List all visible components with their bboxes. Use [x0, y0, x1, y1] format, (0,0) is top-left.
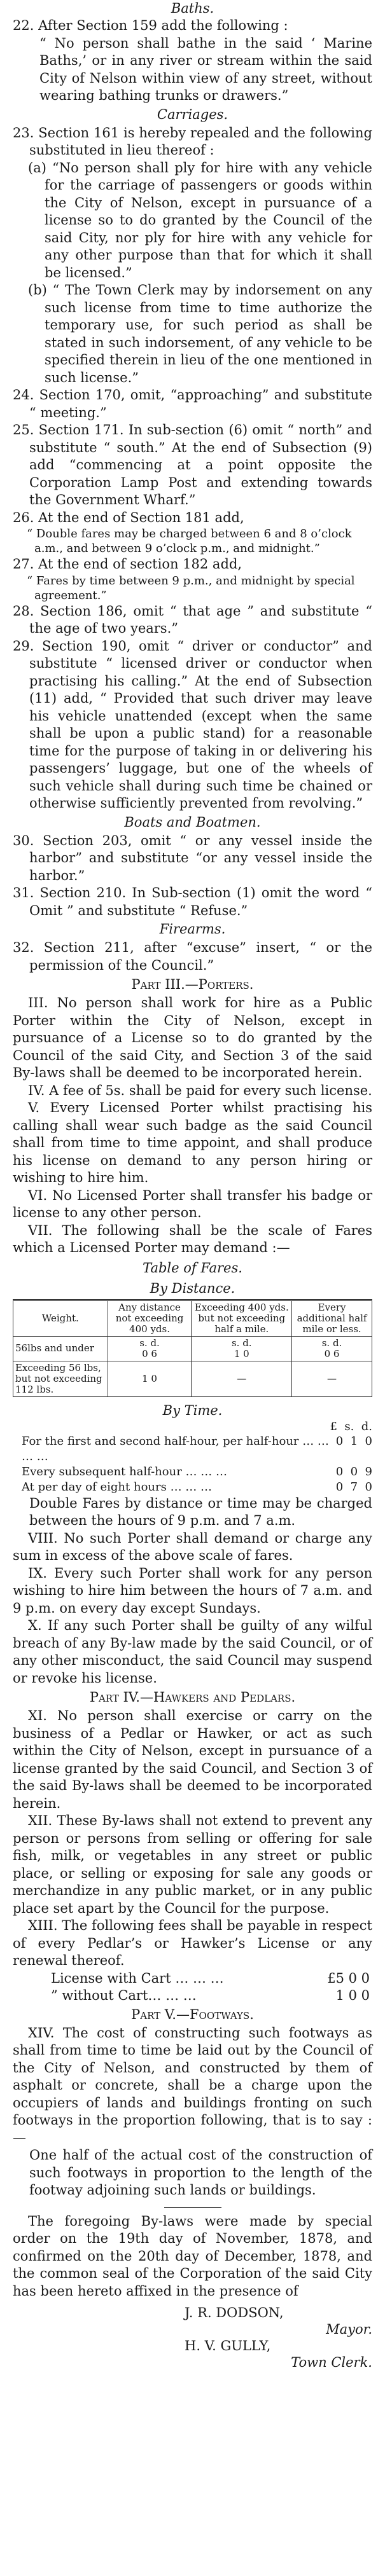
fare-value: 0 6: [324, 1347, 340, 1360]
fares-col-2: Exceeding 400 yds. but not exceeding half a mile.: [192, 1300, 292, 1336]
fare-value: 0 6: [142, 1347, 157, 1360]
clause-28: 28. Section 186, omit “ that age ” and substitute “ the age of two years.”: [13, 603, 372, 636]
time-heading: By Time.: [162, 1402, 223, 1418]
clause-VIII: VIII. No such Porter shall demand or charge any sum in excess of the above scale of fares.: [13, 1530, 372, 1563]
clause-26-quote: “ Double fares may be charged between 6 and 8 o’clock a.m., and between 9 o’clock p.m., and midnight.”: [27, 527, 352, 555]
license-label: ” without Cart… … …: [51, 1987, 197, 2003]
fare-unit: s. d.: [139, 1337, 160, 1349]
clause-XIII: XIII. The following fees shall be payable in respect of every Pedlar’s or Hawker’s License or any renewal thereof.: [13, 1918, 372, 1968]
section-heading-boats: Boats and Boatmen.: [124, 814, 261, 830]
clause-XIV-continued: One half of the actual cost of the construction of such footways in proportion to the length of the footway adjoining such lands or buildings.: [29, 2147, 372, 2198]
clause-29: 29. Section 190, omit “ driver or conductor” and substitute “ licensed driver or conductor when practising his calling.” At the end of Subsection (11) add, “ Provided that such driver may leave his vehicle unattended (except when the same shall be upon a public stand) for a reasonable time for the purpose of taking in or delivering his passengers’ luggage, but one of the wheels of such vehicle shall during such time be chained or otherwise sufficiently prevented from revolving.”: [13, 638, 372, 811]
table-cell: Exceeding 56 lbs, but not exceeding 112 lbs.: [13, 1361, 108, 1396]
time-label: At per day of eight hours … … …: [22, 1480, 213, 1494]
title-town-clerk: Town Clerk.: [291, 2355, 372, 2370]
signature-mayor: J. R. DODSON,: [185, 2305, 284, 2320]
time-row: [13, 1434, 372, 1464]
clause-XI: XI. No person shall exercise or carry on the business of a Pedlar or Hawker, or act as such within the City of Nelson, except in pursuance of a license granted by the said Council, and Section 3 of the said By-laws shall be deemed to be incorporated herein.: [13, 1708, 372, 1811]
part-heading-porters: Part III.—Porters.: [131, 977, 254, 992]
title-mayor: Mayor.: [326, 2322, 372, 2337]
table-cell: 1 0: [108, 1361, 192, 1396]
part-heading-hawkers: Part IV.—Hawkers and Pedlars.: [89, 1690, 296, 1705]
table-row: [13, 1361, 372, 1396]
clause-VII: VII. The following shall be the scale of Fares which a Licensed Porter may demand :—: [13, 1222, 372, 1255]
section-heading-baths: Baths.: [171, 1, 214, 16]
closing-statement: The foregoing By-laws were made by special order on the 19th day of November, 1878, and confirmed on the 20th day of December, 1878, and the common seal of the Corporation of the said City has been hereto affixed in the presence of: [13, 2213, 372, 2299]
time-label: Every subsequent half-hour … … …: [22, 1464, 227, 1478]
table-cell: —: [192, 1361, 292, 1396]
clause-V: V. Every Licensed Porter whilst practising his calling shall wear such badge as the said Council shall from time to time appoint, and shall produce his license on demand to any person hiring or wishing to hire him.: [13, 1100, 372, 1185]
table-cell: [292, 1336, 372, 1361]
table-row: [13, 1336, 372, 1361]
clause-31: 31. Section 210. In Sub-section (1) omit the word “ Omit ” and substitute “ Refuse.”: [13, 885, 372, 918]
license-amount: £5 0 0: [327, 1970, 370, 1986]
time-row: [13, 1464, 372, 1480]
table-cell: 56lbs and under: [13, 1336, 108, 1361]
time-amount: 0 0 9: [335, 1464, 372, 1478]
clause-VI: VI. No Licensed Porter shall transfer his badge or license to any other person.: [13, 1187, 372, 1220]
clause-IV: IV. A fee of 5s. shall be paid for every such license.: [28, 1082, 372, 1098]
fare-unit: s. d.: [321, 1337, 342, 1349]
license-fee-row: [13, 1970, 372, 1987]
clause-23-b: (b) “ The Town Clerk may by indorsement on any such license from time to time authorize the temporary use, for such period as shall be stated in such indorsement, of any vehicle to be specified therein in lieu of the one mentioned in such license.”: [28, 282, 372, 385]
clause-IX: IX. Every such Porter shall work for any person wishing to hire him between the hours of 7 a.m. and 9 p.m. on every day except Sundays.: [13, 1565, 372, 1616]
license-amount: 1 0 0: [335, 1987, 370, 2003]
clause-23-a: (a) “No person shall ply for hire with any vehicle for the carriage of passengers or goods within the City of Nelson, except in pursuance of a license so to do granted by the Council of the said City, nor ply for hire with any vehicle for any other purpose than that for which it shall be licensed.”: [28, 160, 372, 280]
license-label: License with Cart … … …: [51, 1970, 224, 1986]
fare-unit: s. d.: [231, 1337, 252, 1349]
section-heading-firearms: Firearms.: [159, 921, 226, 937]
distance-heading: By Distance.: [150, 1280, 235, 1296]
fares-table-heading: Table of Fares.: [143, 1260, 242, 1276]
clause-22: 22. After Section 159 add the following :: [13, 18, 288, 33]
clause-X: X. If any such Porter shall be guilty of any wilful breach of any By-law made by the said Council, or of any other misconduct, the said Council may suspend or revoke his license.: [13, 1618, 372, 1686]
time-amount: 0 1 0: [335, 1434, 372, 1448]
signature-town-clerk: H. V. GULLY,: [185, 2338, 271, 2353]
table-cell: —: [292, 1361, 372, 1396]
clause-22-quote: “ No person shall bathe in the said ‘ Marine Baths,’ or in any river or stream within the said City of Nelson within view of any street, without wearing bathing trunks or drawers.”: [39, 35, 372, 103]
clause-27-quote: “ Fares by time between 9 p.m., and midnight by special agreement.”: [27, 574, 355, 602]
time-row: [13, 1480, 372, 1495]
clause-23: 23. Section 161 is hereby repealed and the following substituted in lieu thereof :: [13, 125, 372, 158]
fares-col-3: Every additional half mile or less.: [292, 1300, 372, 1336]
clause-25: 25. Section 171. In sub-section (6) omit “ north” and substitute “ south.” At the end of Subsection (9) add “commencing at a point opposite the Corporation Lamp Post and extending towards the Government Wharf.”: [13, 422, 372, 507]
fares-col-weight: Weight.: [13, 1300, 108, 1336]
divider-rule: [164, 2207, 221, 2208]
section-heading-carriages: Carriages.: [157, 106, 228, 122]
time-units: £ s. d.: [330, 1419, 372, 1433]
clause-24: 24. Section 170, omit, “approaching” and substitute “ meeting.”: [13, 387, 372, 420]
license-fee-row: [13, 1987, 372, 2004]
clause-XII: XII. These By-laws shall not extend to prevent any person or persons from selling or offering for sale fish, milk, or vegetables in any street or public place, or selling or exposing for sale any goods or merchandize in any public market, or in any public place set apart by the Council for the purpose.: [13, 1813, 372, 1916]
fares-col-1: Any distance not exceeding 400 yds.: [108, 1300, 192, 1336]
clause-32: 32. Section 211, after “excuse” insert, “ or the permission of the Council.”: [13, 940, 372, 973]
clause-26: 26. At the end of Section 181 add,: [13, 509, 244, 525]
time-amount: 0 7 0: [335, 1480, 372, 1494]
clause-III: III. No person shall work for hire as a Public Porter within the City of Nelson, except in pursuance of a License so to do granted by the Council of the said City, and Section 3 of the said By-laws shall be deemed to be incorporated herein.: [13, 995, 372, 1080]
time-note: Double Fares by distance or time may be charged between the hours of 9 p.m. and 7 a.m.: [29, 1495, 372, 1528]
fare-value: 1 0: [234, 1347, 249, 1360]
time-label: For the first and second half-hour, per half-hour … … … …: [22, 1434, 329, 1463]
clause-27: 27. At the end of section 182 add,: [13, 556, 242, 572]
table-cell: [108, 1336, 192, 1361]
clause-XIV: XIV. The cost of constructing such footways as shall from time to time be laid out by the Council of the City of Nelson, and constructed by them of asphalt or concrete, shall be a charge upon the occupiers of lands and buildings fronting on such footways in the proportion following, that is to say :—: [13, 2025, 372, 2146]
clause-30: 30. Section 203, omit “ or any vessel inside the harbor” and substitute “or any vessel inside the harbor.”: [13, 832, 372, 883]
fares-table: [13, 1299, 372, 1397]
table-cell: [192, 1336, 292, 1361]
part-heading-footways: Part V.—Footways.: [131, 2006, 254, 2022]
